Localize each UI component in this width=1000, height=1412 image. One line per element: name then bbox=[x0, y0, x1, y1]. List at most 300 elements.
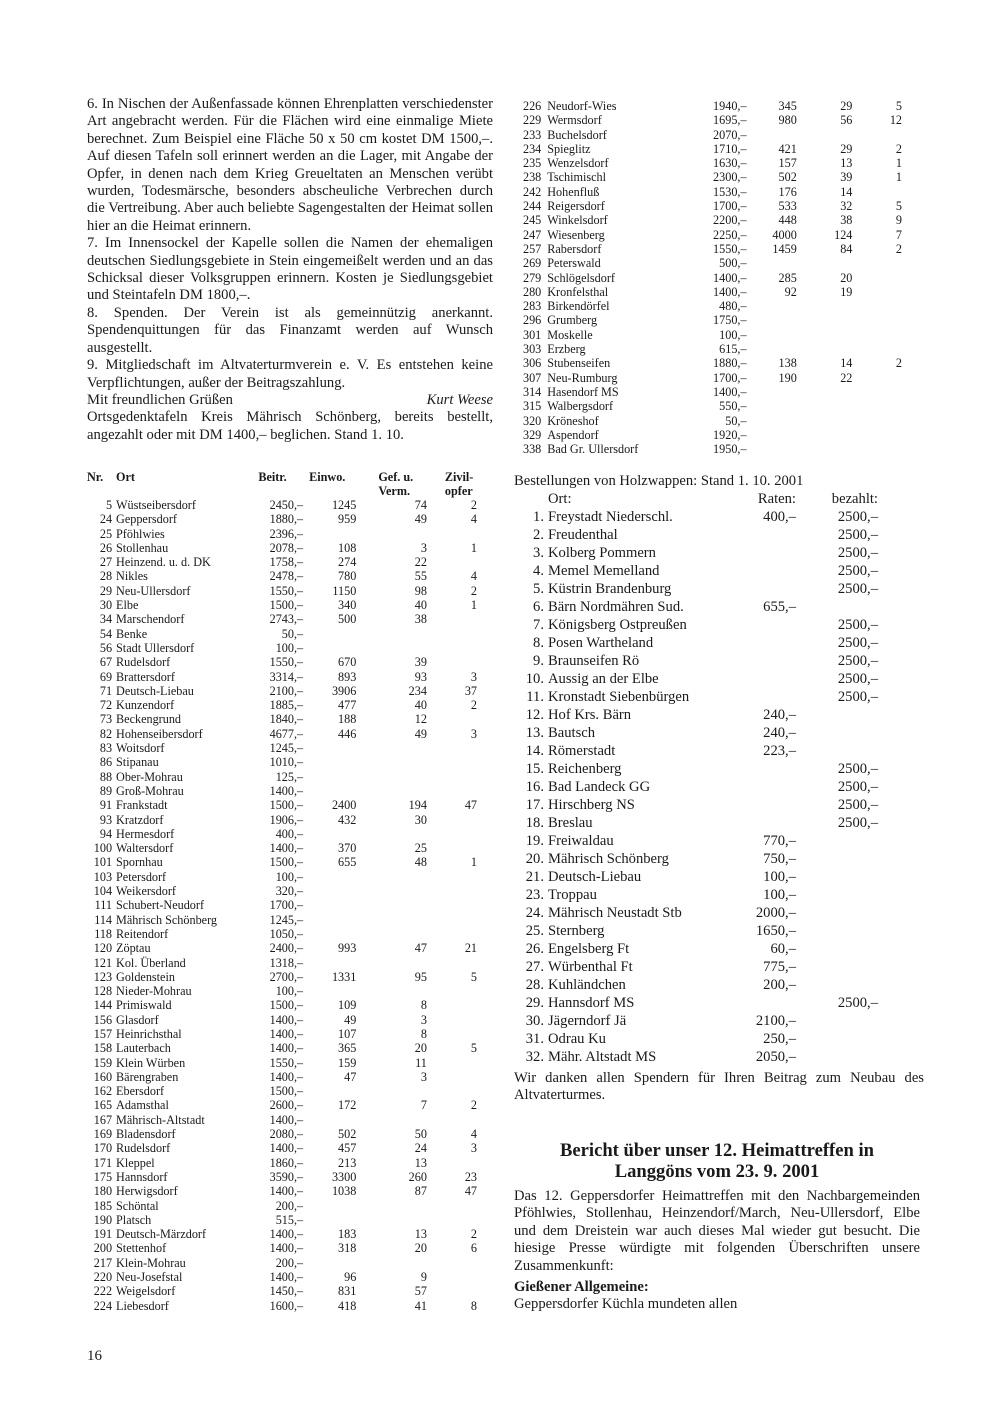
cell-nr: 296 bbox=[522, 313, 542, 328]
table-row bbox=[87, 1013, 487, 1027]
cell-nr: 303 bbox=[522, 342, 542, 357]
cell-gefallene: 13 bbox=[414, 1227, 427, 1242]
order-row bbox=[514, 922, 878, 940]
cell-gefallene: 98 bbox=[414, 583, 427, 598]
table-row bbox=[87, 1299, 487, 1313]
cell-ort: Groß-Mohrau bbox=[116, 783, 184, 798]
order-row bbox=[514, 706, 878, 724]
table-row bbox=[87, 1241, 487, 1255]
order-bezahlt bbox=[796, 724, 878, 742]
order-nr: 5. bbox=[533, 581, 544, 597]
cell-beitrag: 2478,– bbox=[269, 569, 304, 584]
order-bezahlt: 2500,– bbox=[837, 635, 878, 651]
cell-nr: 269 bbox=[522, 256, 542, 271]
cell-gefallene bbox=[358, 1199, 429, 1213]
cell-nr: 111 bbox=[94, 898, 113, 913]
cell-gefallene: 11 bbox=[415, 1055, 427, 1070]
cell-ort: Wiesenberg bbox=[547, 227, 605, 242]
cell-nr: 82 bbox=[99, 726, 113, 741]
cell-gefallene: 8 bbox=[420, 1026, 427, 1041]
cell-beitrag: 1400,– bbox=[269, 1041, 304, 1056]
header-zivil-line2: opfer bbox=[444, 483, 473, 498]
cell-nr: 114 bbox=[94, 912, 113, 927]
table-row bbox=[87, 555, 487, 569]
cell-einwohner: 446 bbox=[338, 726, 357, 741]
order-row bbox=[514, 724, 878, 742]
cell-ort: Herwigsdorf bbox=[116, 1184, 178, 1199]
table-row bbox=[512, 385, 902, 399]
order-row bbox=[514, 508, 878, 526]
cell-nr: 88 bbox=[99, 769, 113, 784]
cell-nr: 257 bbox=[522, 241, 542, 256]
paragraph-9: 9. Mitgliedschaft im Altvaterturmverein e. V. Es entstehen keine Verpflichtungen, außer der Beitragszahlung. bbox=[87, 357, 493, 391]
cell-einwohner: 176 bbox=[778, 184, 797, 199]
cell-gefallene bbox=[358, 770, 429, 784]
order-row bbox=[514, 580, 878, 598]
order-bezahlt: 2500,– bbox=[837, 509, 878, 525]
cell-einwohner: 370 bbox=[338, 841, 357, 856]
order-ort: Hirschberg NS bbox=[548, 797, 635, 813]
order-ort: Freystadt Niederschl. bbox=[548, 509, 673, 525]
cell-einwohner: 318 bbox=[338, 1241, 357, 1256]
cell-zivilopfer: 23 bbox=[464, 1169, 477, 1184]
cell-zivilopfer: 7 bbox=[895, 227, 902, 242]
cell-beitrag: 400,– bbox=[275, 826, 304, 841]
header-gef-line2: Verm. bbox=[378, 483, 411, 498]
cell-beitrag: 1940,– bbox=[713, 99, 747, 113]
cell-zivilopfer: 6 bbox=[470, 1241, 477, 1256]
cell-einwohner bbox=[303, 870, 358, 884]
cell-beitrag: 200,– bbox=[275, 1255, 304, 1270]
press-headline: Geppersdorfer Küchla mundeten allen bbox=[514, 1296, 738, 1313]
table-row bbox=[512, 99, 902, 113]
cell-ort: Bad Gr. Ullersdorf bbox=[547, 442, 639, 457]
cell-beitrag: 50,– bbox=[725, 413, 747, 428]
order-nr: 4. bbox=[533, 563, 544, 579]
table-row bbox=[87, 913, 487, 927]
order-row bbox=[514, 1030, 878, 1048]
cell-einwohner: 4000 bbox=[772, 227, 797, 242]
table-row bbox=[87, 1270, 487, 1284]
order-ort: Reichenberg bbox=[548, 761, 622, 777]
cell-ort: Brattersdorf bbox=[116, 669, 175, 684]
order-row bbox=[514, 616, 878, 634]
cell-nr: 244 bbox=[522, 199, 542, 214]
cell-einwohner: 159 bbox=[338, 1055, 357, 1070]
orders-header-bezahlt: bezahlt: bbox=[831, 491, 878, 507]
cell-gefallene: 3 bbox=[420, 1012, 427, 1027]
cell-ort: Klein-Mohrau bbox=[116, 1255, 186, 1270]
paragraph-6: 6. In Nischen der Außenfassade können Ehrenplatten verschiedenster Art angebracht werden. Für die Flächen wird eine einmalige Miete berechnet. Zum Beispiel eine Fläche 50 x 50 cm kostet DM 1500,–. Auf diesen Tafeln soll erinnert werden an die Lager, mit Angabe der Opfer, in denen nach dem Krieg Greueltaten an Menschen verübt wurden, Todesmärsche, besonders abscheuliche Verbrechen durch die Vertreibung. Aber auch beliebte Sagengestalten der Heimat sollen hier an die Heimat erinnern. bbox=[87, 96, 493, 234]
cell-nr: 234 bbox=[522, 141, 542, 156]
order-row bbox=[514, 634, 878, 652]
table-row bbox=[512, 371, 902, 385]
cell-nr: 283 bbox=[522, 299, 542, 314]
cell-einwohner bbox=[747, 342, 799, 356]
cell-zivilopfer bbox=[854, 256, 902, 270]
cell-zivilopfer: 1 bbox=[470, 855, 477, 870]
cell-einwohner: 107 bbox=[338, 1026, 357, 1041]
cell-ort: Hohenfluß bbox=[547, 184, 600, 199]
cell-nr: 89 bbox=[99, 783, 113, 798]
order-nr: 7. bbox=[533, 617, 544, 633]
table-row bbox=[87, 1027, 487, 1041]
cell-nr: 226 bbox=[522, 99, 542, 113]
order-nr: 30. bbox=[525, 1013, 544, 1029]
cell-zivilopfer: 3 bbox=[470, 669, 477, 684]
table-row bbox=[512, 271, 902, 285]
cell-nr: 191 bbox=[93, 1227, 113, 1242]
table-row bbox=[87, 655, 487, 669]
cell-beitrag: 2400,– bbox=[269, 941, 304, 956]
cell-zivilopfer bbox=[429, 612, 487, 626]
cell-zivilopfer bbox=[429, 641, 487, 655]
cell-zivilopfer: 21 bbox=[464, 941, 477, 956]
table-row bbox=[512, 342, 902, 356]
cell-einwohner bbox=[303, 784, 358, 798]
cell-zivilopfer bbox=[429, 1027, 487, 1041]
order-bezahlt: 2500,– bbox=[837, 995, 878, 1011]
cell-einwohner: 47 bbox=[344, 1069, 357, 1084]
table-row bbox=[87, 598, 487, 612]
table-row bbox=[512, 113, 902, 127]
table-row bbox=[87, 1056, 487, 1070]
cell-zivilopfer: 2 bbox=[470, 698, 477, 713]
report-title-line1: Bericht über unser 12. Heimattreffen in bbox=[560, 1140, 874, 1161]
table-row bbox=[87, 827, 487, 841]
cell-nr: 245 bbox=[522, 213, 542, 228]
cell-einwohner bbox=[747, 128, 799, 142]
cell-ort: Kröneshof bbox=[547, 413, 599, 428]
cell-gefallene: 49 bbox=[414, 512, 427, 527]
cell-gefallene: 24 bbox=[414, 1141, 427, 1156]
cell-beitrag: 1050,– bbox=[269, 926, 304, 941]
cell-ort: Stubenseifen bbox=[547, 356, 611, 371]
cell-zivilopfer bbox=[854, 328, 902, 342]
order-nr: 25. bbox=[525, 923, 544, 939]
order-bezahlt: 2500,– bbox=[837, 671, 878, 687]
cell-einwohner bbox=[747, 256, 799, 270]
header-gef-line1: Gef. u. bbox=[378, 470, 414, 484]
table-row bbox=[512, 414, 902, 428]
cell-zivilopfer bbox=[429, 712, 487, 726]
cell-zivilopfer: 1 bbox=[895, 170, 902, 185]
order-bezahlt bbox=[796, 742, 878, 760]
cell-nr: 307 bbox=[522, 370, 542, 385]
order-nr: 2. bbox=[533, 527, 544, 543]
order-ort: Kronstadt Siebenbürgen bbox=[548, 689, 690, 705]
cell-zivilopfer bbox=[429, 1013, 487, 1027]
order-nr: 18. bbox=[525, 815, 544, 831]
cell-einwohner bbox=[303, 1256, 358, 1270]
order-raten: 100,– bbox=[763, 887, 796, 903]
order-bezahlt bbox=[796, 1030, 878, 1048]
cell-zivilopfer bbox=[429, 655, 487, 669]
cell-gefallene: 47 bbox=[414, 941, 427, 956]
cell-zivilopfer: 4 bbox=[470, 569, 477, 584]
cell-gefallene bbox=[358, 913, 429, 927]
table-row bbox=[512, 128, 902, 142]
order-bezahlt bbox=[796, 886, 878, 904]
cell-gefallene bbox=[799, 428, 855, 442]
cell-beitrag: 1840,– bbox=[269, 712, 304, 727]
cell-ort: Deutsch-Märzdorf bbox=[116, 1227, 207, 1242]
cell-beitrag: 3590,– bbox=[269, 1169, 304, 1184]
order-raten bbox=[738, 760, 796, 778]
cell-zivilopfer: 37 bbox=[464, 683, 477, 698]
order-bezahlt: 2500,– bbox=[837, 779, 878, 795]
cell-beitrag: 1710,– bbox=[713, 141, 747, 156]
cell-nr: 229 bbox=[522, 113, 542, 128]
cell-ort: Neu-Ullersdorf bbox=[116, 583, 191, 598]
cell-ort: Primiswald bbox=[116, 998, 172, 1013]
cell-beitrag: 1700,– bbox=[713, 199, 747, 214]
cell-zivilopfer: 4 bbox=[470, 512, 477, 527]
order-raten bbox=[738, 580, 796, 598]
order-row bbox=[514, 976, 878, 994]
cell-gefallene bbox=[799, 328, 855, 342]
cell-zivilopfer: 5 bbox=[470, 969, 477, 984]
cell-beitrag: 1885,– bbox=[269, 698, 304, 713]
cell-gefallene: 56 bbox=[840, 113, 853, 128]
cell-gefallene: 30 bbox=[414, 812, 427, 827]
table-row bbox=[512, 256, 902, 270]
cell-gefallene bbox=[358, 1113, 429, 1127]
cell-ort: Mährisch-Altstadt bbox=[116, 1112, 205, 1127]
cell-einwohner bbox=[303, 641, 358, 655]
order-row bbox=[514, 526, 878, 544]
cell-ort: Nieder-Mohrau bbox=[116, 984, 192, 999]
cell-zivilopfer bbox=[429, 913, 487, 927]
cell-ort: Bärengraben bbox=[116, 1069, 179, 1084]
order-row bbox=[514, 742, 878, 760]
cell-einwohner: 993 bbox=[338, 941, 357, 956]
cell-beitrag: 480,– bbox=[719, 299, 747, 314]
table-row bbox=[512, 428, 902, 442]
cell-ort: Neudorf-Wies bbox=[547, 99, 617, 113]
order-nr: 3. bbox=[533, 545, 544, 561]
cell-einwohner: 418 bbox=[338, 1298, 357, 1313]
cell-nr: 180 bbox=[93, 1184, 113, 1199]
cell-nr: 144 bbox=[93, 998, 113, 1013]
cell-ort: Schöntal bbox=[116, 1198, 159, 1213]
cell-beitrag: 1550,– bbox=[269, 655, 304, 670]
cell-gefallene: 8 bbox=[420, 998, 427, 1013]
order-ort: Hannsdorf MS bbox=[548, 995, 635, 1011]
order-bezahlt bbox=[796, 868, 878, 886]
cell-beitrag: 125,– bbox=[275, 769, 304, 784]
cell-einwohner bbox=[303, 741, 358, 755]
cell-nr: 104 bbox=[93, 884, 113, 899]
cell-einwohner bbox=[747, 442, 799, 456]
cell-einwohner bbox=[747, 399, 799, 413]
order-row bbox=[514, 1012, 878, 1030]
cell-gefallene bbox=[358, 1213, 429, 1227]
cell-ort: Pföhlwies bbox=[116, 526, 165, 541]
cell-nr: 320 bbox=[522, 413, 542, 428]
cell-ort: Lauterbach bbox=[116, 1041, 171, 1056]
cell-ort: Kratzdorf bbox=[116, 812, 164, 827]
cell-gefallene bbox=[358, 784, 429, 798]
table-row bbox=[87, 612, 487, 626]
order-raten bbox=[738, 796, 796, 814]
order-bezahlt: 2500,– bbox=[837, 797, 878, 813]
cell-zivilopfer: 5 bbox=[895, 199, 902, 214]
cell-beitrag: 1880,– bbox=[713, 356, 747, 371]
cell-zivilopfer bbox=[429, 1199, 487, 1213]
cell-beitrag: 3314,– bbox=[269, 669, 304, 684]
cell-nr: 28 bbox=[99, 569, 113, 584]
order-raten bbox=[738, 544, 796, 562]
cell-einwohner: 2400 bbox=[331, 798, 357, 813]
order-raten bbox=[738, 634, 796, 652]
table-row bbox=[87, 684, 487, 698]
cell-beitrag: 1400,– bbox=[713, 284, 747, 299]
cell-einwohner bbox=[747, 313, 799, 327]
closing-greeting: Mit freundlichen Grüßen bbox=[87, 391, 233, 408]
cell-zivilopfer: 1 bbox=[895, 156, 902, 171]
cell-zivilopfer: 3 bbox=[470, 1141, 477, 1156]
cell-ort: Kronfelsthal bbox=[547, 284, 609, 299]
order-nr: 9. bbox=[533, 653, 544, 669]
cell-zivilopfer: 47 bbox=[464, 1184, 477, 1199]
cell-einwohner: 190 bbox=[778, 370, 797, 385]
cell-gefallene: 14 bbox=[840, 184, 853, 199]
cell-zivilopfer: 5 bbox=[470, 1041, 477, 1056]
orders-header-raten: Raten: bbox=[757, 491, 796, 507]
cell-beitrag: 1400,– bbox=[269, 841, 304, 856]
cell-gefallene: 234 bbox=[408, 683, 427, 698]
order-row bbox=[514, 760, 878, 778]
table-row bbox=[87, 569, 487, 583]
cell-einwohner bbox=[747, 385, 799, 399]
order-ort: Römerstadt bbox=[548, 743, 616, 759]
cell-ort: Bladensdorf bbox=[116, 1127, 176, 1142]
table-row bbox=[512, 299, 902, 313]
cell-einwohner: 959 bbox=[338, 512, 357, 527]
donations-table-left bbox=[87, 471, 487, 1313]
order-bezahlt bbox=[796, 1048, 878, 1066]
cell-zivilopfer bbox=[854, 399, 902, 413]
cell-zivilopfer bbox=[429, 784, 487, 798]
cell-nr: 242 bbox=[522, 184, 542, 199]
order-bezahlt: 2500,– bbox=[837, 617, 878, 633]
cell-gefallene: 87 bbox=[414, 1184, 427, 1199]
cell-beitrag: 1318,– bbox=[269, 955, 304, 970]
order-nr: 29. bbox=[525, 995, 544, 1011]
table-row bbox=[87, 741, 487, 755]
table-row bbox=[87, 1041, 487, 1055]
table-row bbox=[87, 770, 487, 784]
cell-nr: 238 bbox=[522, 170, 542, 185]
cell-nr: 162 bbox=[93, 1084, 113, 1099]
cell-beitrag: 1400,– bbox=[269, 1112, 304, 1127]
cell-ort: Wermsdorf bbox=[547, 113, 602, 128]
cell-gefallene bbox=[799, 442, 855, 456]
cell-nr: 190 bbox=[93, 1212, 113, 1227]
order-nr: 27. bbox=[525, 959, 544, 975]
order-ort: Posen Wartheland bbox=[548, 635, 654, 651]
cell-zivilopfer: 47 bbox=[464, 798, 477, 813]
cell-ort: Stipanau bbox=[116, 755, 159, 770]
orders-title: Bestellungen von Holzwappen: Stand 1. 10. 2001 bbox=[514, 473, 804, 489]
cell-gefallene: 48 bbox=[414, 855, 427, 870]
header-nr: Nr. bbox=[87, 470, 104, 484]
cell-zivilopfer: 4 bbox=[470, 1127, 477, 1142]
cell-zivilopfer bbox=[429, 1284, 487, 1298]
cell-zivilopfer: 8 bbox=[470, 1298, 477, 1313]
cell-einwohner: 138 bbox=[778, 356, 797, 371]
order-nr: 23. bbox=[525, 887, 544, 903]
table-row bbox=[87, 813, 487, 827]
cell-gefallene: 57 bbox=[414, 1284, 427, 1299]
table-row bbox=[512, 313, 902, 327]
cell-einwohner: 96 bbox=[344, 1270, 357, 1285]
cell-beitrag: 2070,– bbox=[713, 127, 747, 142]
table-row bbox=[512, 228, 902, 242]
cell-gefallene bbox=[358, 741, 429, 755]
paragraph-8: 8. Spenden. Der Verein ist als gemeinnützig anerkannt. Spendenquittungen für das Finanzamt werden auf Wunsch ausgestellt. bbox=[87, 304, 493, 356]
cell-ort: Hasendorf MS bbox=[547, 384, 619, 399]
orders-table bbox=[514, 490, 878, 1066]
cell-zivilopfer: 1 bbox=[470, 540, 477, 555]
cell-beitrag: 1245,– bbox=[269, 741, 304, 756]
order-bezahlt bbox=[796, 850, 878, 868]
cell-beitrag: 1400,– bbox=[269, 1141, 304, 1156]
cell-einwohner: 188 bbox=[338, 712, 357, 727]
cell-gefallene bbox=[799, 414, 855, 428]
cell-einwohner: 655 bbox=[338, 855, 357, 870]
order-raten: 2050,– bbox=[755, 1049, 796, 1065]
cell-gefallene: 13 bbox=[840, 156, 853, 171]
order-nr: 6. bbox=[533, 599, 544, 615]
cell-nr: 167 bbox=[93, 1112, 113, 1127]
cell-beitrag: 1950,– bbox=[713, 442, 747, 457]
cell-nr: 157 bbox=[93, 1026, 113, 1041]
order-bezahlt bbox=[796, 598, 878, 616]
cell-einwohner bbox=[303, 884, 358, 898]
table-row bbox=[512, 156, 902, 170]
cell-einwohner bbox=[303, 1213, 358, 1227]
cell-einwohner bbox=[303, 1084, 358, 1098]
cell-einwohner bbox=[303, 956, 358, 970]
order-ort: Mährisch Neustadt Stb bbox=[548, 905, 682, 921]
cell-beitrag: 1400,– bbox=[269, 1227, 304, 1242]
cell-gefallene bbox=[799, 256, 855, 270]
cell-gefallene bbox=[799, 385, 855, 399]
cell-nr: 101 bbox=[93, 855, 113, 870]
cell-beitrag: 1500,– bbox=[269, 855, 304, 870]
cell-gefallene: 74 bbox=[414, 498, 427, 512]
cell-gefallene: 12 bbox=[414, 712, 427, 727]
cell-gefallene: 3 bbox=[420, 1069, 427, 1084]
report-section bbox=[514, 1140, 920, 1314]
table-row bbox=[87, 941, 487, 955]
table-row bbox=[87, 956, 487, 970]
cell-einwohner: 1245 bbox=[331, 498, 357, 512]
cell-einwohner: 340 bbox=[338, 598, 357, 613]
cell-zivilopfer: 2 bbox=[470, 498, 477, 512]
cell-nr: 170 bbox=[93, 1141, 113, 1156]
table-row bbox=[512, 170, 902, 184]
cell-beitrag: 2250,– bbox=[713, 227, 747, 242]
order-ort: Freudenthal bbox=[548, 527, 618, 543]
cell-nr: 280 bbox=[522, 284, 542, 299]
cell-nr: 235 bbox=[522, 156, 542, 171]
order-row bbox=[514, 1048, 878, 1066]
cell-ort: Woitsdorf bbox=[116, 741, 165, 756]
cell-gefallene: 22 bbox=[840, 370, 853, 385]
